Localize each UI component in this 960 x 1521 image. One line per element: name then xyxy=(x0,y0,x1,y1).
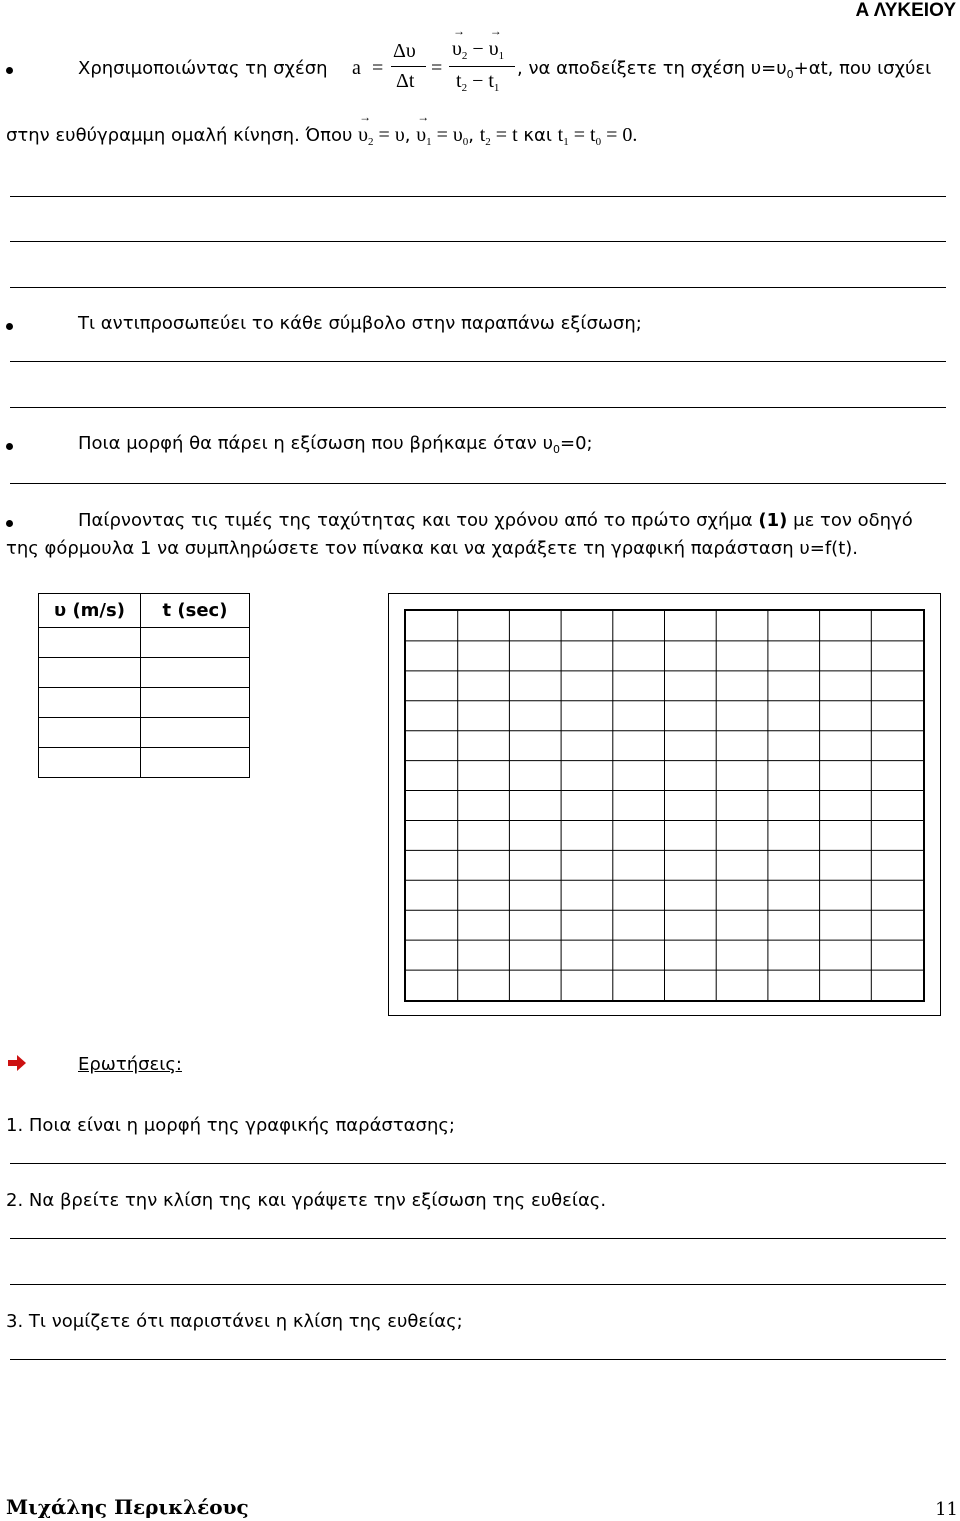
answer-line[interactable] xyxy=(10,407,946,408)
values-table xyxy=(38,593,250,778)
q1-line2: στην ευθύγραμμη ομαλή κίνηση. $Ό\pi o\upsilon \to \upsilon_2 = \upsilon$, → $\upsilon_1 = \upsilon_0$, $t_2 = t$ και $t_1 = t_0 = 0$. xyxy=(6,124,637,148)
q1-text-before: Χρησιμοποιώντας τη σχέση xyxy=(78,58,328,79)
frac1-bar xyxy=(391,66,426,67)
answer-line[interactable] xyxy=(10,196,946,197)
q2-text: Τι αντιπροσωπεύει το κάθε σύμβολο στην παραπάνω εξίσωση; xyxy=(78,313,642,334)
frac2-bar xyxy=(449,66,515,67)
table-cell[interactable] xyxy=(141,748,250,778)
table-row xyxy=(39,718,250,748)
question-item: 1. Ποια είναι η μορφή της γραφικής παράστασης; xyxy=(6,1115,455,1136)
table-cell[interactable] xyxy=(39,748,141,778)
table-cell[interactable] xyxy=(39,658,141,688)
table-header-velocity: υ (m/s) xyxy=(39,594,141,628)
class-label: Α ΛΥΚΕΙΟΥ xyxy=(855,0,956,21)
frac2-denominator: $t_2 - t_1$ xyxy=(456,70,500,94)
table-cell[interactable] xyxy=(141,718,250,748)
answer-line[interactable] xyxy=(10,241,946,242)
question-item: 3. Τι νομίζετε ότι παριστάνει η κλίση της ευθείας; xyxy=(6,1311,463,1332)
bullet-icon xyxy=(6,323,13,330)
table-cell[interactable] xyxy=(39,628,141,658)
answer-line[interactable] xyxy=(10,1163,946,1164)
q4-line1: Παίρνοντας τις τιμές της ταχύτητας και του χρόνου από το πρώτο σχήμα (1) με τον οδηγό xyxy=(78,510,913,531)
table-header-time: t (sec) xyxy=(141,594,250,628)
question-item: 2. Να βρείτε την κλίση της και γράψετε την εξίσωση της ευθείας. xyxy=(6,1190,607,1211)
answer-line[interactable] xyxy=(10,1238,946,1239)
table-cell[interactable] xyxy=(141,628,250,658)
table-row xyxy=(39,748,250,778)
formula-eq2: = xyxy=(431,57,443,79)
bullet-icon xyxy=(6,520,13,527)
table-row xyxy=(39,688,250,718)
table-row xyxy=(39,628,250,658)
table-cell[interactable] xyxy=(39,718,141,748)
formula-eq1: = xyxy=(372,57,384,79)
q1-text-after: , να αποδείξετε τη σχέση $\upsilon=\upsilon_0+\alpha t$, που ισχύει xyxy=(517,58,932,81)
answer-line[interactable] xyxy=(10,483,946,484)
arrow-right-icon xyxy=(8,1055,26,1071)
q4-line2: της φόρμουλα 1 να συμπληρώσετε τον πίνακα και να χαράξετε τη γραφική παράσταση υ=f(t). xyxy=(6,538,858,559)
frac1-denominator: Δt xyxy=(396,70,415,92)
table-cell[interactable] xyxy=(39,688,141,718)
table-cell[interactable] xyxy=(141,688,250,718)
answer-line[interactable] xyxy=(10,1359,946,1360)
bullet-icon xyxy=(6,67,13,74)
formula-a: a xyxy=(352,57,361,79)
answer-line[interactable] xyxy=(10,361,946,362)
author-name: Μιχάλης Περικλέους xyxy=(6,1495,249,1519)
grid-lines xyxy=(406,611,923,1000)
bullet-icon xyxy=(6,443,13,450)
answer-line[interactable] xyxy=(10,287,946,288)
table-cell[interactable] xyxy=(141,658,250,688)
answer-line[interactable] xyxy=(10,1284,946,1285)
questions-heading: Ερωτήσεις: xyxy=(78,1054,182,1075)
page-number: 11 xyxy=(935,1499,958,1520)
frac1-numerator: Δυ xyxy=(393,40,416,62)
frac2-numerator: → $\upsilon_2$ − → $\upsilon_1$ xyxy=(452,38,504,62)
table-row xyxy=(39,658,250,688)
graph-grid[interactable] xyxy=(404,609,925,1002)
q3-text: Ποια μορφή θα πάρει η εξίσωση που βρήκαμε όταν $\upsilon_0=0$; xyxy=(78,433,593,456)
